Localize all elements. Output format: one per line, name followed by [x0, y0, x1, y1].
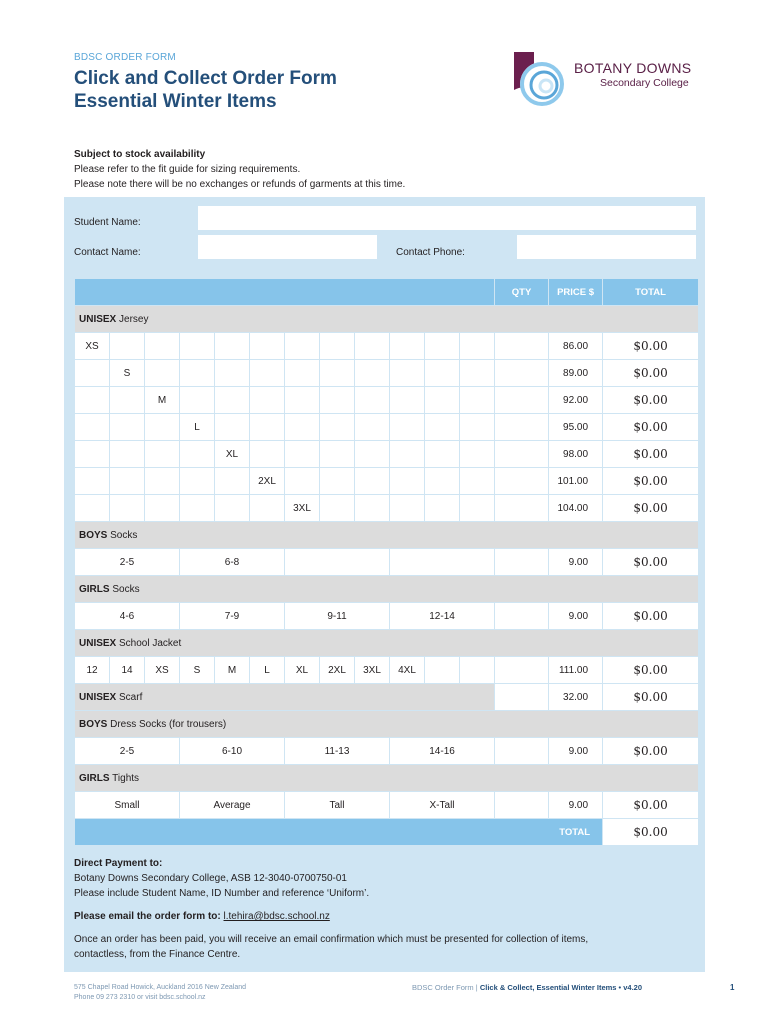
- size-label: 11-13: [285, 738, 390, 765]
- size-label: 3XL: [285, 495, 320, 522]
- price-cell: 111.00: [549, 657, 603, 684]
- payment-info: [74, 856, 694, 962]
- total-cell: $0.00: [603, 657, 699, 684]
- section-name: Dress Socks (for trousers): [110, 718, 227, 730]
- grand-total-label: TOTAL: [75, 819, 603, 846]
- size-label: 14: [110, 657, 145, 684]
- size-label: 2-5: [75, 549, 180, 576]
- size-label: 3XL: [355, 657, 390, 684]
- student-name-field[interactable]: [198, 206, 696, 230]
- price-header: PRICE $: [549, 279, 603, 306]
- stock-heading: Subject to stock availability: [74, 149, 206, 160]
- price-cell: 98.00: [549, 441, 603, 468]
- section-unisex-jersey: [75, 306, 699, 333]
- size-label: 2-5: [75, 738, 180, 765]
- total-cell: $0.00: [603, 414, 699, 441]
- jersey-row-3xl: [75, 495, 699, 522]
- contact-name-field[interactable]: [198, 235, 377, 259]
- section-prefix: UNISEX: [79, 691, 117, 703]
- jersey-row-xl: [75, 441, 699, 468]
- qty-cell[interactable]: [495, 333, 549, 360]
- qty-cell[interactable]: [495, 684, 549, 711]
- total-cell: $0.00: [603, 387, 699, 414]
- qty-cell[interactable]: [495, 387, 549, 414]
- size-label: XL: [215, 441, 250, 468]
- page-number: 1: [730, 983, 735, 992]
- total-cell: $0.00: [603, 333, 699, 360]
- form-overline: BDSC ORDER FORM: [74, 52, 176, 63]
- size-label: 4-6: [75, 603, 180, 630]
- student-name-label: Student Name:: [74, 217, 141, 228]
- total-cell: $0.00: [603, 684, 699, 711]
- email-label: Please email the order form to:: [74, 911, 221, 922]
- price-cell: 9.00: [549, 603, 603, 630]
- phone-line: Phone 09 273 2310 or visit bdsc.school.nz: [74, 994, 206, 1001]
- qty-cell[interactable]: [495, 495, 549, 522]
- size-label: L: [250, 657, 285, 684]
- total-header: TOTAL: [603, 279, 699, 306]
- qty-cell[interactable]: [495, 657, 549, 684]
- confirmation-line-2: contactless, from the Finance Centre.: [74, 949, 241, 960]
- school-crest-icon: [512, 50, 572, 110]
- qty-cell[interactable]: [495, 441, 549, 468]
- logo-name: BOTANY DOWNS: [574, 60, 692, 76]
- size-label: XS: [145, 657, 180, 684]
- size-label: 7-9: [180, 603, 285, 630]
- section-name: Jersey: [119, 313, 149, 325]
- reference-line: Please include Student Name, ID Number and reference ‘Uniform’.: [74, 888, 370, 899]
- price-cell: 32.00: [549, 684, 603, 711]
- size-label: M: [145, 387, 180, 414]
- section-name: Socks: [112, 583, 140, 595]
- doc-prefix: BDSC Order Form: [412, 983, 474, 992]
- jacket-row: [75, 657, 699, 684]
- jersey-row-m: [75, 387, 699, 414]
- section-prefix: GIRLS: [79, 583, 110, 595]
- confirmation-line-1: Once an order has been paid, you will receive an email confirmation which must be presented for collection of items,: [74, 934, 589, 945]
- table-header-row: [75, 279, 699, 306]
- qty-cell[interactable]: [495, 738, 549, 765]
- no-refund-note: Please note there will be no exchanges or refunds of garments at this time.: [74, 179, 406, 190]
- grand-total-row: [75, 819, 699, 846]
- jersey-row-2xl: [75, 468, 699, 495]
- size-label: 6-8: [180, 549, 285, 576]
- jersey-row-l: [75, 414, 699, 441]
- total-cell: $0.00: [603, 360, 699, 387]
- total-cell: $0.00: [603, 468, 699, 495]
- doc-title: Click & Collect, Essential Winter Items • v4.20: [479, 983, 643, 992]
- email-instruction: [74, 909, 694, 924]
- footer-address: [74, 983, 246, 1003]
- price-cell: 89.00: [549, 360, 603, 387]
- jersey-row-s: [75, 360, 699, 387]
- footer-doc-info: BDSC Order Form | Click & Collect, Essential Winter Items • v4.20: [412, 983, 643, 992]
- section-prefix: UNISEX: [79, 637, 117, 649]
- header: [74, 52, 337, 113]
- section-prefix: BOYS: [79, 718, 108, 730]
- price-cell: 9.00: [549, 738, 603, 765]
- total-cell: $0.00: [603, 738, 699, 765]
- qty-header: QTY: [495, 279, 549, 306]
- payment-heading: Direct Payment to:: [74, 858, 163, 869]
- qty-cell[interactable]: [495, 414, 549, 441]
- section-prefix: BOYS: [79, 529, 108, 541]
- size-label: 2XL: [320, 657, 355, 684]
- email-link[interactable]: l.tehira@bdsc.school.nz: [223, 911, 330, 922]
- stock-notes: [74, 147, 405, 192]
- size-label: Small: [75, 792, 180, 819]
- size-label: 12: [75, 657, 110, 684]
- section-name: Tights: [112, 772, 140, 784]
- price-cell: 101.00: [549, 468, 603, 495]
- price-cell: 92.00: [549, 387, 603, 414]
- size-label: 6-10: [180, 738, 285, 765]
- total-cell: $0.00: [603, 549, 699, 576]
- section-girls-socks: [75, 576, 699, 603]
- price-cell: 9.00: [549, 792, 603, 819]
- size-label: 12-14: [390, 603, 495, 630]
- boys-socks-row: [75, 549, 699, 576]
- order-table: [74, 278, 699, 846]
- qty-cell[interactable]: [495, 549, 549, 576]
- title-line-2: Essential Winter Items: [74, 91, 277, 112]
- section-name: Socks: [110, 529, 138, 541]
- size-label: XL: [285, 657, 320, 684]
- price-cell: 9.00: [549, 549, 603, 576]
- qty-cell[interactable]: [495, 468, 549, 495]
- size-label: S: [180, 657, 215, 684]
- size-label: X-Tall: [390, 792, 495, 819]
- size-label: L: [180, 414, 215, 441]
- section-prefix: GIRLS: [79, 772, 110, 784]
- section-unisex-school-jacket: [75, 630, 699, 657]
- size-label: 4XL: [390, 657, 425, 684]
- logo-subtitle: Secondary College: [600, 77, 689, 89]
- page-title: [74, 67, 337, 113]
- tights-row: [75, 792, 699, 819]
- price-cell: 86.00: [549, 333, 603, 360]
- size-label: Average: [180, 792, 285, 819]
- fit-guide-note: Please refer to the fit guide for sizing requirements.: [74, 164, 301, 175]
- contact-name-label: Contact Name:: [74, 247, 141, 258]
- total-cell: $0.00: [603, 603, 699, 630]
- qty-cell[interactable]: [495, 792, 549, 819]
- section-name: Scarf: [119, 691, 143, 703]
- scarf-row: [75, 684, 699, 711]
- total-cell: $0.00: [603, 792, 699, 819]
- jersey-row-xs: [75, 333, 699, 360]
- price-cell: 95.00: [549, 414, 603, 441]
- title-line-1: Click and Collect Order Form: [74, 68, 337, 89]
- section-boys-dress-socks: [75, 711, 699, 738]
- contact-phone-field[interactable]: [517, 235, 696, 259]
- grand-total-value: $0.00: [603, 819, 699, 846]
- price-cell: 104.00: [549, 495, 603, 522]
- section-prefix: UNISEX: [79, 313, 117, 325]
- contact-phone-label: Contact Phone:: [396, 247, 465, 258]
- total-cell: $0.00: [603, 495, 699, 522]
- size-label: 2XL: [250, 468, 285, 495]
- bank-account-line: Botany Downs Secondary College, ASB 12-3040-0700750-01: [74, 873, 347, 884]
- size-label: 9-11: [285, 603, 390, 630]
- total-cell: $0.00: [603, 441, 699, 468]
- size-label: XS: [75, 333, 110, 360]
- size-label: M: [215, 657, 250, 684]
- address-line: 575 Chapel Road Howick, Auckland 2016 New Zealand: [74, 984, 246, 991]
- girls-socks-row: [75, 603, 699, 630]
- school-logo: [512, 50, 712, 110]
- qty-cell[interactable]: [495, 360, 549, 387]
- section-girls-tights: [75, 765, 699, 792]
- section-name: School Jacket: [119, 637, 182, 649]
- size-label: Tall: [285, 792, 390, 819]
- size-label: S: [110, 360, 145, 387]
- size-label: 14-16: [390, 738, 495, 765]
- dress-socks-row: [75, 738, 699, 765]
- section-boys-socks: [75, 522, 699, 549]
- qty-cell[interactable]: [495, 603, 549, 630]
